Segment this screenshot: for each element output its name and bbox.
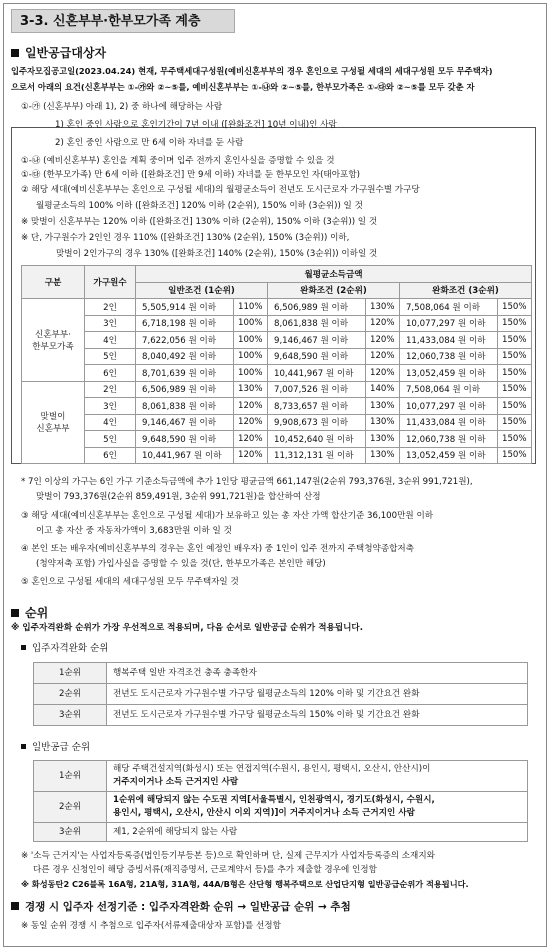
income-amount-cell: 10,452,640 원 이하 bbox=[267, 431, 365, 448]
income-base-note: ※ '소득 근거지'는 사업자등록증(법인등기부등본 등)으로 확인하며 단, 실제 근무지가 사업자등록증의 소재지와 bbox=[21, 851, 435, 861]
income-amount-cell: 10,077,297 원 이하 bbox=[399, 398, 497, 415]
income-amount-cell: 6,506,989 원 이하 bbox=[267, 299, 365, 316]
income-percent-cell: 150% bbox=[497, 414, 531, 431]
income-amount-cell: 7,508,064 원 이하 bbox=[399, 299, 497, 316]
income-percent-cell: 100% bbox=[233, 348, 267, 365]
general-rank-table bbox=[33, 760, 528, 842]
criterion-note-dual: ※ 맞벌이 신혼부부는 120% 이하 ([완화조건] 130% 이하 (2순위), 150% 이하 (3순위)) 일 것 bbox=[21, 217, 378, 227]
income-row bbox=[22, 332, 532, 349]
criterion-1a-1: 1) 혼인 중인 사람으로 혼인기간이 7년 이내 ([완화조건] 10년 이내)인 사람 bbox=[55, 120, 337, 130]
income-percent-cell: 150% bbox=[497, 332, 531, 349]
income-group-label: 맞벌이 신혼부부 bbox=[22, 381, 85, 464]
income-amount-cell: 7,007,526 원 이하 bbox=[267, 381, 365, 398]
criterion-1a-2: 2) 혼인 중인 사람으로 만 6세 이하 자녀를 둔 사람 bbox=[55, 138, 244, 148]
income-percent-cell: 100% bbox=[233, 332, 267, 349]
relax-rank-3-desc: 전년도 도시근로자 가구원수별 가구당 월평균소득의 150% 이하 및 기간요건 완화 bbox=[107, 705, 528, 726]
income-amount-cell: 13,052,459 원 이하 bbox=[399, 447, 497, 464]
income-amount-cell: 9,648,590 원 이하 bbox=[136, 431, 234, 448]
section-title: 3-3. 신혼부부·한부모가족 계층 bbox=[11, 9, 235, 33]
income-amount-cell: 13,052,459 원 이하 bbox=[399, 365, 497, 382]
criterion-1c: ①-㉰ (한부모가족) 만 6세 이하 ([완화조건] 만 9세 이하) 자녀를 둔 한부모인 자(태아포함) bbox=[21, 170, 360, 180]
income-members-cell: 3인 bbox=[85, 398, 136, 415]
income-amount-cell: 9,648,590 원 이하 bbox=[267, 348, 365, 365]
income-amount-cell: 9,146,467 원 이하 bbox=[267, 332, 365, 349]
income-row bbox=[22, 414, 532, 431]
income-amount-cell: 9,908,673 원 이하 bbox=[267, 414, 365, 431]
relax-rank-2-desc: 전년도 도시근로자 가구원수별 가구당 월평균소득의 120% 이하 및 기간요건 완화 bbox=[107, 684, 528, 705]
relax-rank-1-desc: 행복주택 일반 자격조건 충족 충족한자 bbox=[107, 663, 528, 684]
criterion-4: ④ 본인 또는 배우자(예비신혼부부의 경우는 혼인 예정인 배우자) 중 1인이 입주 전까지 주택청약종합저축 bbox=[21, 544, 415, 554]
income-row bbox=[22, 381, 532, 398]
criterion-3-cont: 이고 총 자산 중 자동차가액이 3,683만원 이하 일 것 bbox=[36, 526, 232, 536]
income-members-cell: 6인 bbox=[85, 447, 136, 464]
income-percent-cell: 150% bbox=[497, 315, 531, 332]
criterion-1b: ①-㉯ (예비신혼부부) 혼인을 계획 중이며 입주 전까지 혼인사실을 증명할 수 있을 것 bbox=[21, 156, 335, 166]
criterion-2: ② 해당 세대(예비신혼부부는 혼인으로 구성될 세대)의 월평균소득이 전년도 도시근로자 가구원수별 가구당 bbox=[21, 185, 420, 195]
col-cond-1: 일반조건 (1순위) bbox=[136, 282, 268, 299]
income-amount-cell: 12,060,738 원 이하 bbox=[399, 348, 497, 365]
income-percent-cell: 120% bbox=[365, 348, 399, 365]
relax-rank-2: 2순위 bbox=[34, 684, 107, 705]
income-percent-cell: 130% bbox=[365, 299, 399, 316]
general-rank-3: 3순위 bbox=[34, 823, 107, 842]
relax-rank-table bbox=[33, 662, 528, 726]
income-members-cell: 2인 bbox=[85, 381, 136, 398]
income-amount-cell: 8,061,838 원 이하 bbox=[136, 398, 234, 415]
income-base-note-cont: 다른 경우 신청인이 해당 증빙서류(재직증명서, 근로계약서 등)를 추가 제출할 경우에 인정함 bbox=[33, 865, 377, 875]
income-percent-cell: 120% bbox=[365, 332, 399, 349]
note-7plus: * 7인 이상의 가구는 6인 가구 기준소득금액에 추가 1인당 평균금액 661,147원(2순위 793,376원, 3순위 991,721원), bbox=[21, 477, 473, 487]
col-income: 월평균소득금액 bbox=[136, 266, 532, 283]
income-percent-cell: 150% bbox=[497, 431, 531, 448]
income-row bbox=[22, 315, 532, 332]
income-table-body bbox=[22, 299, 532, 464]
income-amount-cell: 10,441,967 원 이하 bbox=[267, 365, 365, 382]
square-bullet-icon bbox=[11, 609, 19, 617]
income-amount-cell: 11,433,084 원 이하 bbox=[399, 332, 497, 349]
selection-heading: 경쟁 시 입주자 선정기준 : 입주자격완화 순위 → 일반공급 순위 → 추첨 bbox=[11, 899, 351, 914]
income-amount-cell: 8,061,838 원 이하 bbox=[267, 315, 365, 332]
criterion-2-cont: 월평균소득의 100% 이하 ([완화조건] 120% 이하 (2순위), 150% 이하 (3순위)) 일 것 bbox=[36, 201, 363, 211]
income-amount-cell: 11,312,131 원 이하 bbox=[267, 447, 365, 464]
criterion-5: ⑤ 혼인으로 구성될 세대의 세대구성원 모두 무주택자일 것 bbox=[21, 577, 239, 587]
income-row bbox=[22, 398, 532, 415]
income-amount-cell: 11,433,084 원 이하 bbox=[399, 414, 497, 431]
income-amount-cell: 8,701,639 원 이하 bbox=[136, 365, 234, 382]
income-row bbox=[22, 365, 532, 382]
criterion-note-two-cont: 맞벌이 2인가구의 경우 130% ([완화조건] 140% (2순위), 150% (3순위)) 이하일 것 bbox=[56, 249, 378, 259]
priority-desc: ※ 입주자격완화 순위가 가장 우선적으로 적용되며, 다음 순서로 일반공급 순위가 적용됩니다. bbox=[11, 623, 363, 633]
income-amount-cell: 6,718,198 원 이하 bbox=[136, 315, 234, 332]
selection-desc: ※ 동일 순위 경쟁 시 추첨으로 입주자(서류제출대상자 포함)를 선정함 bbox=[21, 921, 281, 931]
income-amount-cell: 5,505,914 원 이하 bbox=[136, 299, 234, 316]
income-percent-cell: 100% bbox=[233, 315, 267, 332]
criterion-1a: ①-㉮ (신혼부부) 아래 1), 2) 중 하나에 해당하는 사람 bbox=[21, 102, 223, 112]
income-amount-cell: 10,441,967 원 이하 bbox=[136, 447, 234, 464]
general-rank-1-desc: 해당 주택건설지역(화성시) 또는 연접지역(수원시, 용인시, 평택시, 오산시, 안산시)이 거주지이거나 소득 근거지인 사람 bbox=[107, 761, 528, 792]
income-percent-cell: 120% bbox=[233, 414, 267, 431]
income-percent-cell: 150% bbox=[497, 381, 531, 398]
general-rank-2-desc: 1순위에 해당되지 않는 수도권 지역[서울특별시, 인천광역시, 경기도(화성시, 수원시, 용인시, 평택시, 오산시, 안산시 이외 지역)]이 거주지이거나 소득 근거지인 사람 bbox=[107, 792, 528, 823]
income-members-cell: 5인 bbox=[85, 348, 136, 365]
criterion-4-cont: (청약저축 포함) 가입사실을 증명할 수 있을 것(단, 한부모가족은 본인만 해당) bbox=[36, 559, 326, 569]
income-amount-cell: 6,506,989 원 이하 bbox=[136, 381, 234, 398]
small-bullet-icon bbox=[21, 645, 26, 650]
col-cond-3: 완화조건 (3순위) bbox=[399, 282, 531, 299]
income-members-cell: 3인 bbox=[85, 315, 136, 332]
general-rank-2: 2순위 bbox=[34, 792, 107, 823]
income-members-cell: 4인 bbox=[85, 414, 136, 431]
income-members-cell: 6인 bbox=[85, 365, 136, 382]
income-table bbox=[21, 265, 532, 464]
col-group: 구분 bbox=[22, 266, 85, 299]
note-7plus-cont: 맞벌이 793,376원(2순위 859,491원, 3순위 991,721원)을 합산하여 산정 bbox=[36, 492, 321, 502]
col-members: 가구원수 bbox=[85, 266, 136, 299]
income-row bbox=[22, 447, 532, 464]
income-percent-cell: 130% bbox=[233, 381, 267, 398]
general-rank-1: 1순위 bbox=[34, 761, 107, 792]
income-percent-cell: 150% bbox=[497, 398, 531, 415]
criterion-3: ③ 해당 세대(예비신혼부부는 혼인으로 구성될 세대)가 보유하고 있는 총 자산 가액 합산기준 36,100만원 이하 bbox=[21, 511, 434, 521]
income-row bbox=[22, 348, 532, 365]
income-percent-cell: 110% bbox=[233, 299, 267, 316]
income-amount-cell: 8,733,657 원 이하 bbox=[267, 398, 365, 415]
general-rank-subheading: 일반공급 순위 bbox=[21, 740, 90, 755]
square-bullet-icon bbox=[11, 902, 19, 910]
income-amount-cell: 9,146,467 원 이하 bbox=[136, 414, 234, 431]
income-percent-cell: 120% bbox=[233, 447, 267, 464]
income-percent-cell: 130% bbox=[365, 398, 399, 415]
income-percent-cell: 150% bbox=[497, 299, 531, 316]
income-members-cell: 5인 bbox=[85, 431, 136, 448]
general-rank-3-desc: 제1, 2순위에 해당되지 않는 사람 bbox=[107, 823, 528, 842]
income-members-cell: 4인 bbox=[85, 332, 136, 349]
general-heading: 일반공급대상자 bbox=[11, 44, 106, 61]
income-percent-cell: 120% bbox=[233, 431, 267, 448]
income-percent-cell: 100% bbox=[233, 365, 267, 382]
relax-rank-1: 1순위 bbox=[34, 663, 107, 684]
income-amount-cell: 7,508,064 원 이하 bbox=[399, 381, 497, 398]
income-percent-cell: 120% bbox=[365, 365, 399, 382]
income-amount-cell: 8,040,492 원 이하 bbox=[136, 348, 234, 365]
priority-heading: 순위 bbox=[11, 604, 48, 621]
income-percent-cell: 120% bbox=[233, 398, 267, 415]
income-percent-cell: 130% bbox=[365, 447, 399, 464]
income-row bbox=[22, 431, 532, 448]
income-group-label: 신혼부부· 한부모가족 bbox=[22, 299, 85, 382]
square-bullet-icon bbox=[11, 49, 19, 57]
col-cond-2: 완화조건 (2순위) bbox=[267, 282, 399, 299]
income-percent-cell: 120% bbox=[365, 315, 399, 332]
income-amount-cell: 7,622,056 원 이하 bbox=[136, 332, 234, 349]
income-percent-cell: 150% bbox=[497, 348, 531, 365]
income-percent-cell: 150% bbox=[497, 365, 531, 382]
income-amount-cell: 10,077,297 원 이하 bbox=[399, 315, 497, 332]
income-members-cell: 2인 bbox=[85, 299, 136, 316]
income-percent-cell: 130% bbox=[365, 431, 399, 448]
income-row bbox=[22, 299, 532, 316]
income-percent-cell: 130% bbox=[365, 414, 399, 431]
industrial-note: ※ 화성동탄2 C26블록 16A형, 21A형, 31A형, 44A/B형은 산단형 행복주택으로 산업단지형 일반공급순위가 적용됩니다. bbox=[21, 879, 469, 889]
income-percent-cell: 140% bbox=[365, 381, 399, 398]
relax-rank-3: 3순위 bbox=[34, 705, 107, 726]
income-percent-cell: 150% bbox=[497, 447, 531, 464]
criterion-note-two: ※ 단, 가구원수가 2인인 경우 110% ([완화조건] 130% (2순위), 150% (3순위)) 이하, bbox=[21, 233, 350, 243]
income-amount-cell: 12,060,738 원 이하 bbox=[399, 431, 497, 448]
intro-line-1: 입주자모집공고일(2023.04.24) 현재, 무주택세대구성원(예비신혼부부의 경우 혼인으로 구성될 세대의 세대구성원 모두 무주택자) bbox=[11, 66, 493, 76]
relax-subheading: 입주자격완화 순위 bbox=[21, 641, 108, 656]
small-bullet-icon bbox=[21, 744, 26, 749]
intro-line-2: 으로서 아래의 요건(신혼부부는 ①-㉮와 ②~⑤를, 예비신혼부부는 ①-㉯와 ②~⑤를, 한부모가족은 ①-㉰와 ②~⑤를 모두 갖춘 자 bbox=[11, 82, 475, 92]
